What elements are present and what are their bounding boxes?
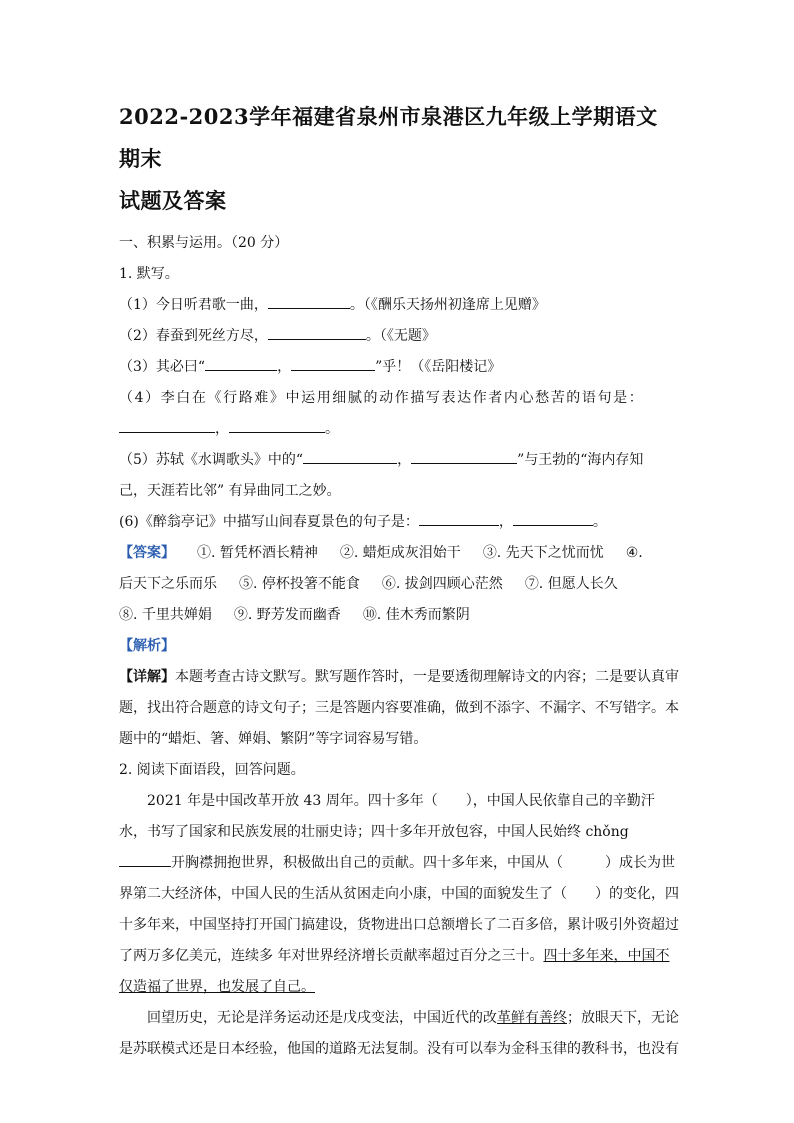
question-1-part-5-line-2: 己，天涯若比邻” 有异曲同工之妙。 [119,483,341,499]
part-4-separator: ， [215,421,229,437]
part-5-continued: ”与王勃的“海内存知 [517,452,644,468]
answer-blank [303,449,397,464]
answer-blank [229,418,325,433]
part-5-prompt: （5）苏轼《水调歌头》中的“ [119,452,304,468]
part-6-prompt: (6)《醉翁亭记》中描写山间春夏景色的句子是： [119,514,419,530]
answer-blank [268,325,366,340]
part-6-separator: ， [498,514,513,530]
answer-blank [419,511,499,526]
reading-paragraph-2 [119,1003,679,1065]
answer-item: ②. 蜡炬成灰泪始干 [339,545,461,561]
part-1-prompt: （1）今日听君歌一曲， [119,297,268,313]
question-1-part-6 [119,507,679,538]
answer-item: ⑥. 拔剑四顾心茫然 [381,576,503,592]
detail-text: 本题考查古诗文默写。默写题作答时，一是要透彻理解诗文的内容；二是要认真审题，找出符合题意的诗文句子；三是答题内容要准确，做到不添字、不漏字、不写错字。本题中的“蜡炬、箸、婵娟、繁阴”等字词容易写错。 [119,669,679,747]
answer-item: ③. 先天下之忧而忧 [482,545,604,561]
part-4-end: 。 [325,421,339,437]
question-1-part-4: （4）李白在《行路难》中运用细腻的动作描写表达作者内心愁苦的语句是： [119,390,645,406]
answer-blank [119,418,215,433]
part-3-source: ”乎！（《岳阳楼记》 [375,359,502,375]
question-1-part-1 [119,290,679,321]
answer-item: ⑧. 千里共婵娟 [119,607,212,623]
underlined-sentence: 四十多年来，中国不仅造福了世界，也发展了自己。 [119,948,670,995]
paragraph-1-text-a: 2021 年是中国改革开放 43 周年。四十多年（ ），中国人民依靠自己的辛勤汗水，书写了国家和民族发展的壮丽史诗；四十多年开放包容，中国人民始终 chǒng [119,793,655,840]
answer-item: ④. [625,545,643,561]
part-3-separator: ， [277,359,292,375]
detail-paragraph [119,662,679,755]
paragraph-2-text-b: ；放眼天下，无论是苏联模式还是日本经验，他国的道路无法复制。没有可以奉为金科玉律的教科书，也没有 [119,1010,679,1057]
part-3-prompt: （3）其必曰“ [119,359,206,375]
answer-item: ①. 暂凭杯酒长精神 [197,545,318,561]
part-2-source: 。（《无题》 [365,328,436,344]
document-title [119,96,679,222]
answer-item: ⑩. 佳木秀而繁阴 [362,607,470,623]
question-1-part-2 [119,321,679,352]
part-5-separator: ， [397,452,412,468]
answer-item: ⑨. 野芳发而幽香 [233,607,341,623]
answer-blank [291,356,375,371]
title-line-2: 试题及答案 [119,188,227,213]
question-1-part-3 [119,352,679,383]
reading-paragraph-1 [119,786,679,1003]
answer-blank [205,356,277,371]
paragraph-2-text-a: 回望历史，无论是洋务运动还是戊戌变法，中国近代的改 [147,1010,497,1026]
answer-item: ⑤. 停杯投箸不能食 [239,576,360,592]
answer-blank [268,294,350,309]
answer-line-3 [119,600,679,631]
question-1-label: 1. 默写。 [119,266,179,282]
part-1-source: 。（《酬乐天扬州初逢席上见赠》 [349,297,546,313]
title-line-1: 2022-2023学年福建省泉州市泉港区九年级上学期语文期末 [119,104,658,171]
part-2-prompt: （2）春蚕到死丝方尽， [119,328,268,344]
paragraph-1-text-b: 开胸襟拥抱世界，积极做出自己的贡献。四十多年来，中国从（ ）成长为世界第二大经济体，中国人民的生活从贫困走向小康，中国的面貌发生了（ ）的变化，四十多年来，中国坚持打开国门搞建设，货物进出口总额增长了二百多倍，累计吸引外资超过了两万多亿美元，连续多 年对世界经济增长贡献率超过百分之三十。 [119,855,679,964]
underlined-phrase: 革鲜有善终 [497,1010,567,1026]
detail-label: 【详解】 [119,669,175,685]
answer-blank [513,511,593,526]
question-1-part-5 [119,445,679,476]
answer-line-1 [119,538,679,569]
answer-label: 【答案】 [119,545,175,561]
question-1-part-4-blanks [119,414,679,445]
answer-line-2 [119,569,679,600]
part-6-end: 。 [592,514,607,530]
answer-blank [411,449,517,464]
answer-item: 后天下之乐而乐 [119,576,217,592]
answer-blank [119,852,171,867]
answer-item: ⑦. 但愿人长久 [524,576,618,592]
document-page [119,96,679,1065]
section-heading: 一、积累与运用。（20 分） [119,235,289,251]
analysis-label: 【解析】 [119,638,175,654]
question-2-label: 2. 阅读下面语段，回答问题。 [119,762,305,778]
